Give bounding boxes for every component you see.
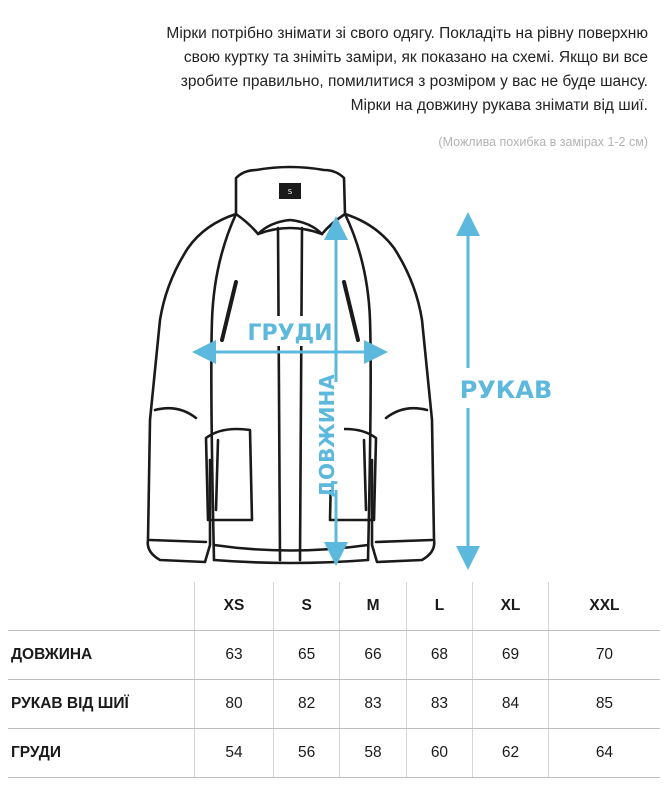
instructions-line: зробите правильно, помилитися з розміром у вас не буде шансу. — [180, 73, 648, 90]
size-header: XL — [473, 582, 549, 631]
size-header: L — [406, 582, 472, 631]
table-cell: 85 — [548, 680, 660, 729]
table-cell: 54 — [195, 729, 274, 778]
table-cell: 69 — [473, 631, 549, 680]
table-row — [8, 729, 660, 778]
sleeve-label: РУКАВ — [459, 376, 553, 404]
instructions-line: Мірки потрібно знімати зі свого одягу. Покладіть на рівну поверхню — [166, 25, 648, 42]
table-corner — [8, 582, 195, 631]
table-cell: 70 — [548, 631, 660, 680]
sleeve-crease-left — [155, 408, 196, 418]
instructions-text — [18, 22, 648, 118]
table-row — [8, 680, 660, 729]
size-header: XS — [195, 582, 274, 631]
table-cell: 68 — [406, 631, 472, 680]
table-cell: 82 — [273, 680, 339, 729]
length-label: ДОВЖИНА — [315, 374, 339, 498]
table-cell: 83 — [340, 680, 406, 729]
jacket-body-left — [148, 214, 236, 562]
chest-pocket-right — [344, 282, 358, 340]
row-label: РУКАВ ВІД ШИЇ — [8, 680, 195, 729]
table-cell: 58 — [340, 729, 406, 778]
sleeve-crease-right — [386, 408, 427, 418]
lower-pocket-right-flap — [364, 440, 366, 510]
table-cell: 83 — [406, 680, 472, 729]
size-header-row — [8, 582, 660, 631]
instructions-line: свою куртку та зніміть заміри, як показано на схемі. Якщо ви все — [183, 49, 648, 66]
table-cell: 60 — [406, 729, 472, 778]
row-label: ГРУДИ — [8, 729, 195, 778]
table-row — [8, 631, 660, 680]
jacket-body-right — [345, 214, 434, 562]
lower-pocket-left-flap — [216, 440, 218, 510]
table-cell: 84 — [473, 680, 549, 729]
size-header: M — [340, 582, 406, 631]
jacket-hem — [214, 545, 368, 551]
jacket-hem-band — [214, 560, 368, 563]
svg-text:S: S — [287, 188, 293, 196]
chest-pocket-left — [222, 282, 236, 340]
size-table — [8, 582, 660, 778]
zipper-placket — [278, 228, 302, 560]
size-header: S — [273, 582, 339, 631]
table-cell: 65 — [273, 631, 339, 680]
size-header: XXL — [548, 582, 660, 631]
jacket-measurement-diagram — [0, 160, 666, 580]
collar — [236, 167, 345, 234]
cuff-left — [150, 540, 206, 542]
instructions-line: Мірки на довжину рукава знімати від шиї. — [350, 97, 648, 114]
chest-label: ГРУДИ — [247, 321, 333, 346]
table-cell: 62 — [473, 729, 549, 778]
brand-tag — [279, 183, 301, 199]
cuff-right — [376, 540, 432, 542]
table-cell: 80 — [195, 680, 274, 729]
tolerance-note: (Можлива похибка в замірах 1-2 см) — [438, 135, 648, 149]
table-cell: 56 — [273, 729, 339, 778]
row-label: ДОВЖИНА — [8, 631, 195, 680]
table-cell: 66 — [340, 631, 406, 680]
jacket-outline — [148, 167, 435, 563]
table-cell: 63 — [195, 631, 274, 680]
table-cell: 64 — [548, 729, 660, 778]
